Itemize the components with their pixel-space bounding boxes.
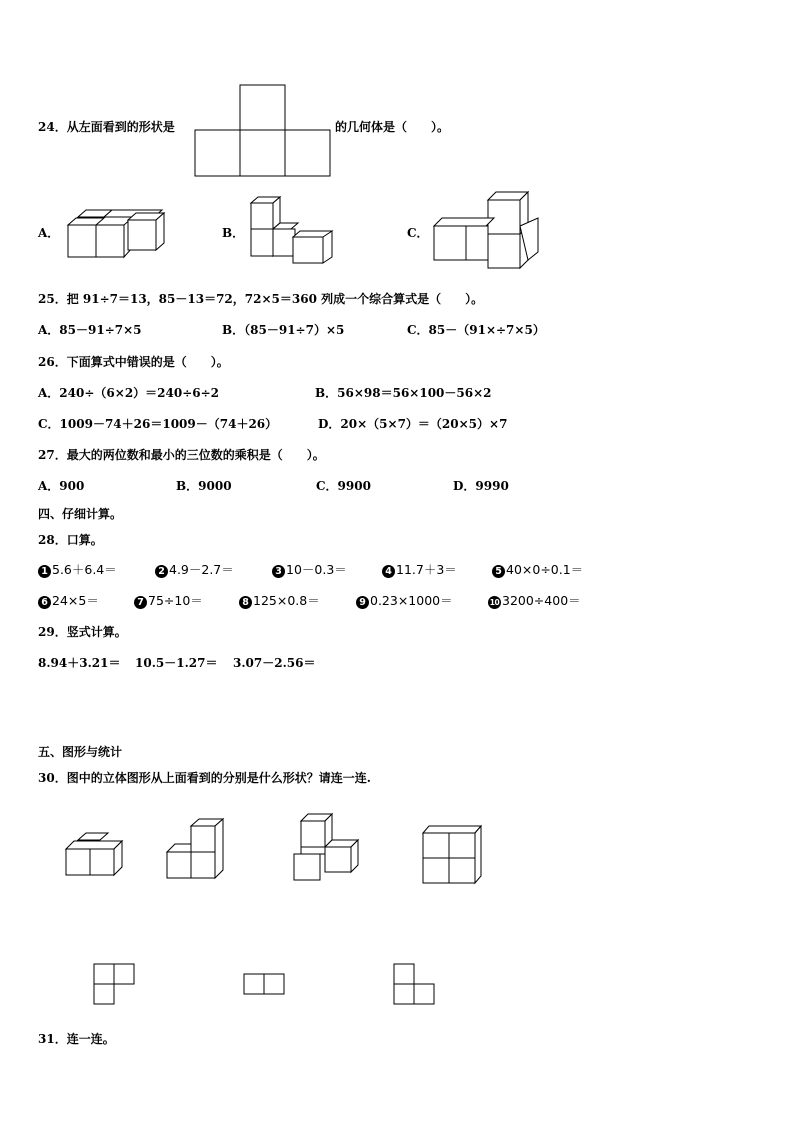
- q30-solid-4[interactable]: [421, 824, 483, 886]
- q28-item-8: 8 125×0.8＝: [239, 593, 320, 609]
- q28-item-3: 3 10－0.3＝: [272, 562, 347, 578]
- q29-stem: 29．竖式计算。: [38, 625, 127, 639]
- q24-option-b-label[interactable]: B．: [222, 226, 245, 240]
- q24-stem-before: 24．从左面看到的形状是: [38, 120, 175, 134]
- q27-stem: 27．最大的两位数和最小的三位数的乘积是（ ）。: [38, 448, 325, 462]
- section-four-title: 四、仔细计算。: [38, 507, 123, 521]
- q24-option-c-label[interactable]: C．: [407, 226, 429, 240]
- q28-item-4: 4 11.7＋3＝: [382, 562, 457, 578]
- q28-item-5: 5 40×0÷0.1＝: [492, 562, 583, 578]
- q28-item-6: 6 24×5＝: [38, 593, 99, 609]
- q25-option-a[interactable]: A．85－91÷7×5: [38, 323, 142, 337]
- q26-option-a[interactable]: A．240÷（6×2）＝240÷6÷2: [38, 386, 220, 400]
- q29-item-1: 8.94＋3.21＝: [38, 656, 121, 670]
- q30-solid-1[interactable]: [64, 832, 126, 878]
- q25-option-b[interactable]: B．（85－91÷7）×5: [222, 323, 345, 337]
- q30-solid-2[interactable]: [165, 818, 227, 880]
- q26-stem: 26．下面算式中错误的是（ ）。: [38, 355, 229, 369]
- q30-top-view-1[interactable]: [93, 963, 137, 1007]
- q29-item-3: 3.07－2.56＝: [233, 656, 316, 670]
- q24-option-a-figure[interactable]: [66, 208, 166, 262]
- q28-item-7: 7 75÷10＝: [134, 593, 203, 609]
- q28-item-10: 10 3200÷400＝: [489, 593, 581, 608]
- q27-option-d[interactable]: D．9990: [453, 479, 509, 493]
- q30-solid-3[interactable]: [292, 812, 362, 882]
- q26-option-b[interactable]: B．56×98＝56×100－56×2: [315, 386, 492, 400]
- q25-stem: 25．把 91÷7＝13，85－13＝72，72×5＝360 列成一个综合算式是（ ）。: [38, 292, 484, 306]
- q27-option-a[interactable]: A．900: [38, 479, 85, 493]
- q24-option-b-figure[interactable]: [248, 195, 338, 267]
- q31-stem: 31．连一连。: [38, 1032, 115, 1046]
- q29-item-2: 10.5－1.27＝: [135, 656, 218, 670]
- q25-option-c[interactable]: C．85－（91×÷7×5）: [407, 323, 545, 337]
- q26-option-c[interactable]: C．1009－74＋26＝1009－（74＋26）: [38, 417, 278, 431]
- q30-stem: 30．图中的立体图形从上面看到的分别是什么形状？请连一连.: [38, 771, 371, 785]
- q28-item-2: 2 4.9－2.7＝: [155, 562, 234, 578]
- q28-item-1: 1 5.6＋6.4＝: [38, 562, 117, 578]
- section-five-title: 五、图形与统计: [38, 745, 123, 759]
- q30-top-view-2[interactable]: [243, 973, 287, 997]
- q24-option-a-label[interactable]: A．: [38, 226, 60, 240]
- q28-stem: 28．口算。: [38, 533, 103, 547]
- q26-option-d[interactable]: D．20×（5×7）＝（20×5）×7: [318, 417, 508, 431]
- q24-option-c-figure[interactable]: [432, 190, 544, 272]
- q24-left-view-figure: [194, 84, 332, 178]
- q27-option-b[interactable]: B．9000: [176, 479, 232, 493]
- q24-stem-after: 的几何体是（ ）。: [335, 120, 450, 134]
- q27-option-c[interactable]: C．9900: [316, 479, 371, 493]
- q28-item-9: 9 0.23×1000＝: [356, 593, 453, 609]
- q30-top-view-3[interactable]: [393, 963, 437, 1007]
